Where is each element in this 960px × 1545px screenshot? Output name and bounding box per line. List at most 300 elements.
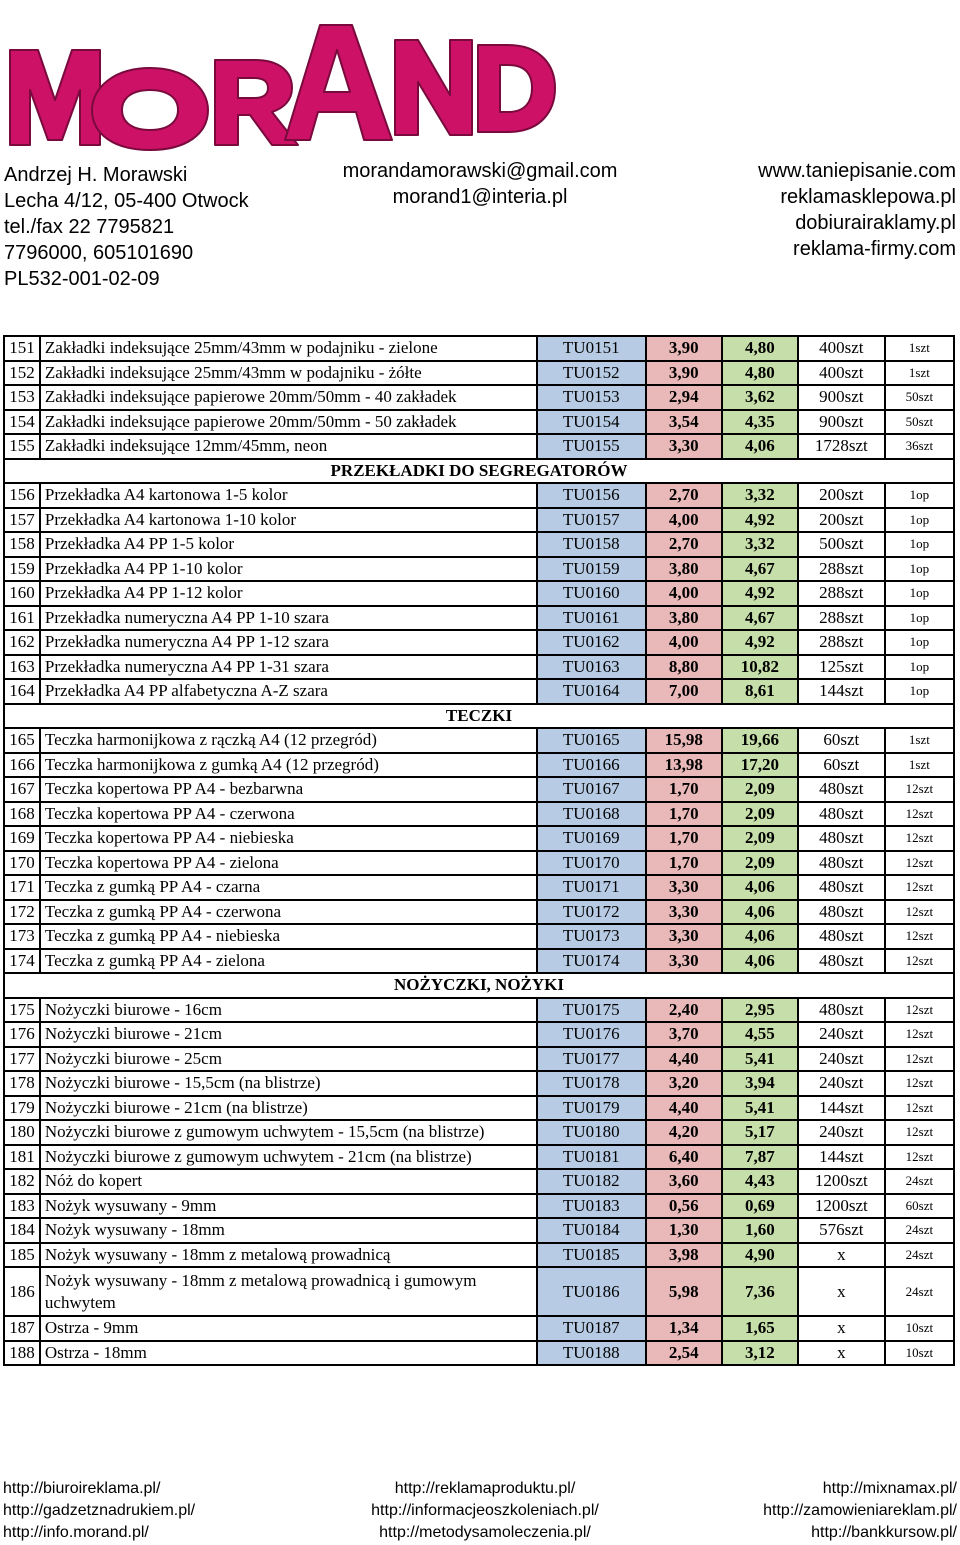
item-name: Nożyczki biurowe - 16cm [40, 998, 537, 1023]
item-name: Teczka harmonijkowa z gumką A4 (12 przegród) [40, 753, 537, 778]
item-code: TU0185 [537, 1243, 646, 1268]
section-title: NOŻYCZKI, NOŻYKI [4, 973, 954, 998]
table-row [4, 508, 954, 533]
item-number: 152 [4, 361, 40, 386]
gross-price: 4,90 [722, 1243, 798, 1268]
table-row [4, 1047, 954, 1072]
unit-pack: 50szt [885, 385, 954, 410]
table-row [4, 924, 954, 949]
unit-pack: 50szt [885, 410, 954, 435]
unit-pack: 1op [885, 557, 954, 582]
gross-price: 5,41 [722, 1047, 798, 1072]
net-price: 3,98 [646, 1243, 722, 1268]
bulk-pack: 400szt [798, 361, 885, 386]
item-number: 164 [4, 679, 40, 704]
net-price: 2,70 [646, 532, 722, 557]
item-number: 180 [4, 1120, 40, 1145]
item-number: 181 [4, 1145, 40, 1170]
item-code: TU0151 [537, 336, 646, 361]
morand-logo [0, 0, 560, 160]
unit-pack: 12szt [885, 1047, 954, 1072]
item-code: TU0178 [537, 1071, 646, 1096]
table-row [4, 1243, 954, 1268]
bulk-pack: 900szt [798, 410, 885, 435]
item-name: Przekładka A4 PP 1-12 kolor [40, 581, 537, 606]
item-name: Przekładka A4 PP 1-10 kolor [40, 557, 537, 582]
item-code: TU0165 [537, 728, 646, 753]
table-row [4, 802, 954, 827]
gross-price: 3,32 [722, 532, 798, 557]
section-header-row [4, 973, 954, 998]
item-code: TU0186 [537, 1267, 646, 1316]
item-number: 178 [4, 1071, 40, 1096]
website-4[interactable]: reklama-firmy.com [793, 238, 956, 260]
unit-pack: 1op [885, 581, 954, 606]
net-price: 3,20 [646, 1071, 722, 1096]
item-number: 183 [4, 1194, 40, 1219]
gross-price: 4,06 [722, 434, 798, 459]
bulk-pack: 200szt [798, 483, 885, 508]
bulk-pack: 1728szt [798, 434, 885, 459]
table-row [4, 875, 954, 900]
item-code: TU0182 [537, 1169, 646, 1194]
gross-price: 4,06 [722, 875, 798, 900]
item-number: 171 [4, 875, 40, 900]
unit-pack: 1szt [885, 753, 954, 778]
bulk-pack: 288szt [798, 606, 885, 631]
item-code: TU0174 [537, 949, 646, 974]
net-price: 3,30 [646, 924, 722, 949]
item-code: TU0152 [537, 361, 646, 386]
item-name: Teczka kopertowa PP A4 - niebieska [40, 826, 537, 851]
item-code: TU0170 [537, 851, 646, 876]
unit-pack: 1szt [885, 361, 954, 386]
table-row [4, 1267, 954, 1316]
gross-price: 4,80 [722, 336, 798, 361]
unit-pack: 12szt [885, 1022, 954, 1047]
unit-pack: 12szt [885, 851, 954, 876]
bulk-pack: 500szt [798, 532, 885, 557]
gross-price: 7,36 [722, 1267, 798, 1316]
gross-price: 5,41 [722, 1096, 798, 1121]
item-name: Przekładka A4 PP alfabetyczna A-Z szara [40, 679, 537, 704]
unit-pack: 60szt [885, 1194, 954, 1219]
gross-price: 2,95 [722, 998, 798, 1023]
gross-price: 2,09 [722, 777, 798, 802]
bulk-pack: 60szt [798, 753, 885, 778]
footer-link[interactable]: http://zamowieniareklam.pl/ [763, 1502, 957, 1519]
bulk-pack: 576szt [798, 1218, 885, 1243]
net-price: 4,00 [646, 630, 722, 655]
net-price: 4,00 [646, 508, 722, 533]
table-row [4, 361, 954, 386]
net-price: 2,40 [646, 998, 722, 1023]
item-number: 162 [4, 630, 40, 655]
net-price: 13,98 [646, 753, 722, 778]
net-price: 3,70 [646, 1022, 722, 1047]
company-phone-2: 7796000, 605101690 [4, 242, 194, 264]
gross-price: 8,61 [722, 679, 798, 704]
item-number: 160 [4, 581, 40, 606]
item-name: Zakładki indeksujące 12mm/45mm, neon [40, 434, 537, 459]
bulk-pack: x [798, 1267, 885, 1316]
bulk-pack: 144szt [798, 679, 885, 704]
company-owner: Andrzej H. Morawski [4, 164, 188, 186]
item-number: 165 [4, 728, 40, 753]
bulk-pack: x [798, 1243, 885, 1268]
item-code: TU0166 [537, 753, 646, 778]
unit-pack: 1op [885, 508, 954, 533]
bulk-pack: 480szt [798, 851, 885, 876]
net-price: 4,40 [646, 1047, 722, 1072]
gross-price: 10,82 [722, 655, 798, 680]
item-code: TU0181 [537, 1145, 646, 1170]
item-name: Nożyczki biurowe - 21cm [40, 1022, 537, 1047]
item-name: Teczka z gumką PP A4 - czarna [40, 875, 537, 900]
item-name: Nożyczki biurowe - 15,5cm (na blistrze) [40, 1071, 537, 1096]
table-row [4, 949, 954, 974]
item-code: TU0180 [537, 1120, 646, 1145]
item-code: TU0188 [537, 1341, 646, 1366]
item-name: Nożyk wysuwany - 9mm [40, 1194, 537, 1219]
bulk-pack: x [798, 1316, 885, 1341]
unit-pack: 24szt [885, 1218, 954, 1243]
company-address-block [4, 162, 249, 292]
footer-link[interactable]: http://mixnamax.pl/ [822, 1480, 957, 1497]
website-3[interactable]: dobiurairaklamy.pl [795, 212, 956, 234]
item-name: Nożyczki biurowe - 25cm [40, 1047, 537, 1072]
net-price: 2,54 [646, 1341, 722, 1366]
item-number: 166 [4, 753, 40, 778]
table-row [4, 1071, 954, 1096]
gross-price: 1,65 [722, 1316, 798, 1341]
item-number: 188 [4, 1341, 40, 1366]
footer-links-right [763, 1478, 957, 1544]
bulk-pack: 240szt [798, 1071, 885, 1096]
bulk-pack: 144szt [798, 1096, 885, 1121]
item-number: 161 [4, 606, 40, 631]
item-code: TU0171 [537, 875, 646, 900]
gross-price: 4,92 [722, 630, 798, 655]
net-price: 1,70 [646, 802, 722, 827]
website-1[interactable]: www.taniepisanie.com [758, 160, 956, 182]
net-price: 3,30 [646, 900, 722, 925]
net-price: 2,94 [646, 385, 722, 410]
bulk-pack: 480szt [798, 998, 885, 1023]
item-number: 174 [4, 949, 40, 974]
item-number: 153 [4, 385, 40, 410]
net-price: 4,00 [646, 581, 722, 606]
item-name: Zakładki indeksujące 25mm/43mm w podajniku - zielone [40, 336, 537, 361]
net-price: 4,40 [646, 1096, 722, 1121]
item-name: Nożyk wysuwany - 18mm z metalową prowadnicą i gumowym uchwytem [40, 1267, 537, 1316]
bulk-pack: 480szt [798, 826, 885, 851]
item-number: 151 [4, 336, 40, 361]
item-name: Nożyczki biurowe z gumowym uchwytem - 15,5cm (na blistrze) [40, 1120, 537, 1145]
net-price: 3,60 [646, 1169, 722, 1194]
item-name: Teczka kopertowa PP A4 - czerwona [40, 802, 537, 827]
item-number: 175 [4, 998, 40, 1023]
table-row [4, 483, 954, 508]
table-row [4, 998, 954, 1023]
item-number: 179 [4, 1096, 40, 1121]
unit-pack: 12szt [885, 998, 954, 1023]
bulk-pack: 1200szt [798, 1194, 885, 1219]
item-name: Nożyczki biurowe - 21cm (na blistrze) [40, 1096, 537, 1121]
company-street: Lecha 4/12, 05-400 Otwock [4, 190, 249, 212]
item-name: Teczka harmonijkowa z rączką A4 (12 przegród) [40, 728, 537, 753]
gross-price: 3,94 [722, 1071, 798, 1096]
net-price: 4,20 [646, 1120, 722, 1145]
bulk-pack: 240szt [798, 1120, 885, 1145]
gross-price: 3,12 [722, 1341, 798, 1366]
table-row [4, 1145, 954, 1170]
item-code: TU0177 [537, 1047, 646, 1072]
unit-pack: 12szt [885, 1096, 954, 1121]
item-name: Nożyk wysuwany - 18mm [40, 1218, 537, 1243]
unit-pack: 10szt [885, 1316, 954, 1341]
section-title: PRZEKŁADKI DO SEGREGATORÓW [4, 459, 954, 484]
gross-price: 19,66 [722, 728, 798, 753]
unit-pack: 12szt [885, 1145, 954, 1170]
gross-price: 1,60 [722, 1218, 798, 1243]
unit-pack: 12szt [885, 826, 954, 851]
item-name: Teczka z gumką PP A4 - czerwona [40, 900, 537, 925]
gross-price: 4,06 [722, 949, 798, 974]
gross-price: 4,92 [722, 581, 798, 606]
net-price: 3,80 [646, 557, 722, 582]
net-price: 3,90 [646, 336, 722, 361]
item-number: 159 [4, 557, 40, 582]
table-row [4, 826, 954, 851]
item-code: TU0157 [537, 508, 646, 533]
unit-pack: 12szt [885, 900, 954, 925]
unit-pack: 12szt [885, 875, 954, 900]
item-name: Przekładka A4 kartonowa 1-10 kolor [40, 508, 537, 533]
item-name: Przekładka A4 PP 1-5 kolor [40, 532, 537, 557]
footer-link[interactable]: http://gadzetznadrukiem.pl/ [3, 1502, 196, 1519]
item-name: Przekładka numeryczna A4 PP 1-10 szara [40, 606, 537, 631]
bulk-pack: x [798, 1341, 885, 1366]
unit-pack: 10szt [885, 1341, 954, 1366]
item-number: 163 [4, 655, 40, 680]
gross-price: 4,06 [722, 900, 798, 925]
item-name: Nożyczki biurowe z gumowym uchwytem - 21cm (na blistrze) [40, 1145, 537, 1170]
gross-price: 4,43 [722, 1169, 798, 1194]
item-code: TU0183 [537, 1194, 646, 1219]
item-code: TU0158 [537, 532, 646, 557]
bulk-pack: 1200szt [798, 1169, 885, 1194]
table-row [4, 851, 954, 876]
table-row [4, 606, 954, 631]
item-code: TU0156 [537, 483, 646, 508]
item-name: Zakładki indeksujące 25mm/43mm w podajniku - żółte [40, 361, 537, 386]
gross-price: 2,09 [722, 802, 798, 827]
footer-link[interactable]: http://reklamaproduktu.pl/ [394, 1480, 576, 1497]
item-number: 170 [4, 851, 40, 876]
table-row [4, 1169, 954, 1194]
unit-pack: 12szt [885, 1071, 954, 1096]
table-row [4, 728, 954, 753]
table-row [4, 410, 954, 435]
table-row [4, 1194, 954, 1219]
item-number: 172 [4, 900, 40, 925]
company-tax-id: PL532-001-02-09 [4, 268, 160, 290]
unit-pack: 24szt [885, 1243, 954, 1268]
item-number: 157 [4, 508, 40, 533]
bulk-pack: 480szt [798, 900, 885, 925]
unit-pack: 24szt [885, 1169, 954, 1194]
unit-pack: 1op [885, 679, 954, 704]
item-number: 158 [4, 532, 40, 557]
gross-price: 4,55 [722, 1022, 798, 1047]
table-row [4, 679, 954, 704]
gross-price: 4,35 [722, 410, 798, 435]
unit-pack: 12szt [885, 949, 954, 974]
item-number: 168 [4, 802, 40, 827]
item-name: Teczka kopertowa PP A4 - bezbarwna [40, 777, 537, 802]
table-row [4, 532, 954, 557]
gross-price: 17,20 [722, 753, 798, 778]
item-name: Zakładki indeksujące papierowe 20mm/50mm - 40 zakładek [40, 385, 537, 410]
table-row [4, 1022, 954, 1047]
item-code: TU0184 [537, 1218, 646, 1243]
item-name: Ostrza - 18mm [40, 1341, 537, 1366]
footer-link[interactable]: http://bankkursow.pl/ [811, 1524, 957, 1541]
bulk-pack: 480szt [798, 949, 885, 974]
net-price: 7,00 [646, 679, 722, 704]
bulk-pack: 480szt [798, 924, 885, 949]
item-number: 156 [4, 483, 40, 508]
gross-price: 0,69 [722, 1194, 798, 1219]
email-block [330, 158, 630, 210]
net-price: 1,30 [646, 1218, 722, 1243]
unit-pack: 36szt [885, 434, 954, 459]
gross-price: 4,06 [722, 924, 798, 949]
gross-price: 4,80 [722, 361, 798, 386]
gross-price: 4,67 [722, 557, 798, 582]
item-code: TU0160 [537, 581, 646, 606]
net-price: 1,70 [646, 826, 722, 851]
item-code: TU0175 [537, 998, 646, 1023]
item-name: Zakładki indeksujące papierowe 20mm/50mm - 50 zakładek [40, 410, 537, 435]
unit-pack: 1op [885, 655, 954, 680]
table-row [4, 777, 954, 802]
item-code: TU0162 [537, 630, 646, 655]
item-number: 187 [4, 1316, 40, 1341]
net-price: 3,30 [646, 875, 722, 900]
item-code: TU0153 [537, 385, 646, 410]
net-price: 15,98 [646, 728, 722, 753]
item-code: TU0163 [537, 655, 646, 680]
footer-link[interactable]: http://informacjeoszkoleniach.pl/ [371, 1502, 599, 1519]
bulk-pack: 288szt [798, 630, 885, 655]
bulk-pack: 480szt [798, 802, 885, 827]
item-name: Teczka kopertowa PP A4 - zielona [40, 851, 537, 876]
net-price: 1,34 [646, 1316, 722, 1341]
item-code: TU0161 [537, 606, 646, 631]
item-number: 186 [4, 1267, 40, 1316]
bulk-pack: 288szt [798, 557, 885, 582]
gross-price: 3,62 [722, 385, 798, 410]
section-header-row [4, 459, 954, 484]
unit-pack: 1op [885, 532, 954, 557]
table-row [4, 1218, 954, 1243]
item-code: TU0172 [537, 900, 646, 925]
footer-link[interactable]: http://metodysamoleczenia.pl/ [379, 1524, 591, 1541]
table-row [4, 557, 954, 582]
gross-price: 4,67 [722, 606, 798, 631]
item-number: 184 [4, 1218, 40, 1243]
item-name: Ostrza - 9mm [40, 1316, 537, 1341]
price-list-table [3, 335, 955, 1366]
item-number: 169 [4, 826, 40, 851]
section-title: TECZKI [4, 704, 954, 729]
website-2[interactable]: reklamasklepowa.pl [780, 186, 956, 208]
bulk-pack: 60szt [798, 728, 885, 753]
bulk-pack: 144szt [798, 1145, 885, 1170]
bulk-pack: 240szt [798, 1047, 885, 1072]
table-row [4, 581, 954, 606]
unit-pack: 1op [885, 630, 954, 655]
bulk-pack: 125szt [798, 655, 885, 680]
unit-pack: 1op [885, 606, 954, 631]
net-price: 1,70 [646, 777, 722, 802]
item-code: TU0159 [537, 557, 646, 582]
net-price: 3,30 [646, 434, 722, 459]
bulk-pack: 200szt [798, 508, 885, 533]
item-code: TU0179 [537, 1096, 646, 1121]
net-price: 5,98 [646, 1267, 722, 1316]
net-price: 8,80 [646, 655, 722, 680]
net-price: 3,30 [646, 949, 722, 974]
item-code: TU0167 [537, 777, 646, 802]
gross-price: 2,09 [722, 851, 798, 876]
item-number: 182 [4, 1169, 40, 1194]
bulk-pack: 288szt [798, 581, 885, 606]
unit-pack: 12szt [885, 802, 954, 827]
item-code: TU0176 [537, 1022, 646, 1047]
footer-links-middle [350, 1478, 620, 1544]
company-phone: tel./fax 22 7795821 [4, 216, 175, 238]
bulk-pack: 900szt [798, 385, 885, 410]
item-number: 154 [4, 410, 40, 435]
email-1[interactable]: morandamorawski@gmail.com [342, 160, 618, 182]
table-row [4, 655, 954, 680]
email-2[interactable]: morand1@interia.pl [392, 186, 568, 208]
gross-price: 3,32 [722, 483, 798, 508]
footer-link[interactable]: http://info.morand.pl/ [3, 1524, 149, 1541]
net-price: 0,56 [646, 1194, 722, 1219]
item-number: 167 [4, 777, 40, 802]
item-number: 155 [4, 434, 40, 459]
item-number: 173 [4, 924, 40, 949]
bulk-pack: 400szt [798, 336, 885, 361]
table-row [4, 1096, 954, 1121]
net-price: 6,40 [646, 1145, 722, 1170]
unit-pack: 12szt [885, 777, 954, 802]
gross-price: 4,92 [722, 508, 798, 533]
net-price: 3,90 [646, 361, 722, 386]
item-code: TU0164 [537, 679, 646, 704]
table-row [4, 434, 954, 459]
net-price: 2,70 [646, 483, 722, 508]
item-name: Nożyk wysuwany - 18mm z metalową prowadnicą [40, 1243, 537, 1268]
table-row [4, 1316, 954, 1341]
bulk-pack: 240szt [798, 1022, 885, 1047]
unit-pack: 24szt [885, 1267, 954, 1316]
footer-link[interactable]: http://biuroireklama.pl/ [3, 1480, 161, 1497]
